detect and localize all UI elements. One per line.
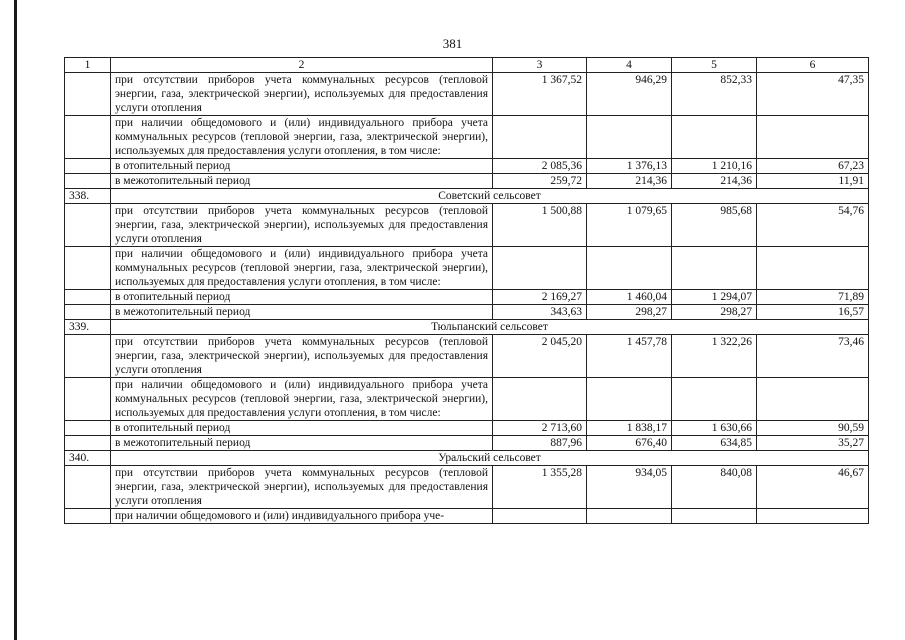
- row-description: при отсутствии приборов учета коммунальных ресурсов (тепловой энергии, газа, электрической энергии), используемых для предоставления услуги отопления: [111, 466, 493, 509]
- section-title: Тюльпанский сельсовет: [111, 320, 869, 335]
- value-cell: 90,59: [757, 421, 869, 436]
- value-cell: 840,08: [672, 466, 757, 509]
- value-cell: 54,76: [757, 204, 869, 247]
- table-row: [65, 466, 869, 509]
- value-cell: [493, 509, 587, 524]
- row-description: при наличии общедомового и (или) индивидуального прибора уче-: [111, 509, 493, 524]
- row-description: при отсутствии приборов учета коммунальных ресурсов (тепловой энергии, газа, электрической энергии), используемых для предоставления услуги отопления: [111, 73, 493, 116]
- value-cell: [672, 116, 757, 159]
- value-cell: 35,27: [757, 436, 869, 451]
- value-cell: 2 169,27: [493, 290, 587, 305]
- value-cell: 16,57: [757, 305, 869, 320]
- value-cell: 1 457,78: [587, 335, 672, 378]
- section-number: 339.: [65, 320, 111, 335]
- row-description: в отопительный период: [111, 159, 493, 174]
- value-cell: [672, 509, 757, 524]
- value-cell: 214,36: [587, 174, 672, 189]
- value-cell: 676,40: [587, 436, 672, 451]
- value-cell: 11,91: [757, 174, 869, 189]
- value-cell: 46,67: [757, 466, 869, 509]
- row-number-cell: [65, 466, 111, 509]
- value-cell: 1 355,28: [493, 466, 587, 509]
- section-title: Уральский сельсовет: [111, 451, 869, 466]
- value-cell: [757, 509, 869, 524]
- row-number-cell: [65, 378, 111, 421]
- section-row: [65, 189, 869, 204]
- value-cell: 259,72: [493, 174, 587, 189]
- table-body: [65, 58, 869, 524]
- column-header: 5: [672, 58, 757, 73]
- value-cell: 67,23: [757, 159, 869, 174]
- value-cell: 2 045,20: [493, 335, 587, 378]
- table-row: [65, 421, 869, 436]
- value-cell: 1 630,66: [672, 421, 757, 436]
- value-cell: 298,27: [672, 305, 757, 320]
- row-number-cell: [65, 436, 111, 451]
- table-row: [65, 305, 869, 320]
- row-description: при наличии общедомового и (или) индивидуального прибора учета коммунальных ресурсов (тепловой энергии, газа, электрической энергии), используемых для предоставления услуги отопления, в том числе:: [111, 378, 493, 421]
- table-row: [65, 509, 869, 524]
- value-cell: 298,27: [587, 305, 672, 320]
- value-cell: 1 079,65: [587, 204, 672, 247]
- value-cell: 1 322,26: [672, 335, 757, 378]
- value-cell: 47,35: [757, 73, 869, 116]
- row-number-cell: [65, 247, 111, 290]
- value-cell: 73,46: [757, 335, 869, 378]
- value-cell: [757, 378, 869, 421]
- column-header: 6: [757, 58, 869, 73]
- column-header: 2: [111, 58, 493, 73]
- value-cell: [757, 116, 869, 159]
- value-cell: [757, 247, 869, 290]
- section-number: 338.: [65, 189, 111, 204]
- value-cell: 1 294,07: [672, 290, 757, 305]
- value-cell: 2 085,36: [493, 159, 587, 174]
- row-number-cell: [65, 174, 111, 189]
- row-description: в отопительный период: [111, 290, 493, 305]
- value-cell: 1 376,13: [587, 159, 672, 174]
- value-cell: [672, 378, 757, 421]
- table-row: [65, 116, 869, 159]
- column-header: 1: [65, 58, 111, 73]
- row-number-cell: [65, 116, 111, 159]
- value-cell: 343,63: [493, 305, 587, 320]
- value-cell: 634,85: [672, 436, 757, 451]
- value-cell: 214,36: [672, 174, 757, 189]
- table-row: [65, 204, 869, 247]
- value-cell: 1 367,52: [493, 73, 587, 116]
- tariff-table: [64, 57, 869, 524]
- row-description: в межотопительный период: [111, 174, 493, 189]
- row-number-cell: [65, 73, 111, 116]
- value-cell: [493, 116, 587, 159]
- row-description: при наличии общедомового и (или) индивидуального прибора учета коммунальных ресурсов (тепловой энергии, газа, электрической энергии), используемых для предоставления услуги отопления, в том числе:: [111, 116, 493, 159]
- table-row: [65, 73, 869, 116]
- value-cell: 887,96: [493, 436, 587, 451]
- row-number-cell: [65, 290, 111, 305]
- value-cell: [587, 509, 672, 524]
- row-number-cell: [65, 335, 111, 378]
- section-row: [65, 320, 869, 335]
- section-title: Советский сельсовет: [111, 189, 869, 204]
- table-row: [65, 174, 869, 189]
- column-header: 3: [493, 58, 587, 73]
- value-cell: 934,05: [587, 466, 672, 509]
- row-description: в межотопительный период: [111, 305, 493, 320]
- row-number-cell: [65, 204, 111, 247]
- value-cell: 1 500,88: [493, 204, 587, 247]
- value-cell: 1 210,16: [672, 159, 757, 174]
- row-description: при наличии общедомового и (или) индивидуального прибора учета коммунальных ресурсов (тепловой энергии, газа, электрической энергии), используемых для предоставления услуги отопления, в том числе:: [111, 247, 493, 290]
- table-row: [65, 335, 869, 378]
- value-cell: 852,33: [672, 73, 757, 116]
- row-number-cell: [65, 159, 111, 174]
- row-number-cell: [65, 421, 111, 436]
- value-cell: 985,68: [672, 204, 757, 247]
- column-header: 4: [587, 58, 672, 73]
- table-row: [65, 159, 869, 174]
- value-cell: [587, 247, 672, 290]
- value-cell: [672, 247, 757, 290]
- value-cell: 1 460,04: [587, 290, 672, 305]
- table-row: [65, 436, 869, 451]
- row-description: при отсутствии приборов учета коммунальных ресурсов (тепловой энергии, газа, электрической энергии), используемых для предоставления услуги отопления: [111, 335, 493, 378]
- scan-edge-mark: [14, 0, 17, 640]
- value-cell: 71,89: [757, 290, 869, 305]
- value-cell: 946,29: [587, 73, 672, 116]
- row-description: в отопительный период: [111, 421, 493, 436]
- value-cell: [493, 378, 587, 421]
- row-description: при отсутствии приборов учета коммунальных ресурсов (тепловой энергии, газа, электрической энергии), используемых для предоставления услуги отопления: [111, 204, 493, 247]
- row-number-cell: [65, 305, 111, 320]
- table-row: [65, 378, 869, 421]
- column-number-row: [65, 58, 869, 73]
- section-row: [65, 451, 869, 466]
- value-cell: [587, 116, 672, 159]
- value-cell: [493, 247, 587, 290]
- table-row: [65, 290, 869, 305]
- value-cell: 1 838,17: [587, 421, 672, 436]
- table-row: [65, 247, 869, 290]
- row-number-cell: [65, 509, 111, 524]
- value-cell: [587, 378, 672, 421]
- value-cell: 2 713,60: [493, 421, 587, 436]
- page-number: 381: [442, 36, 463, 51]
- row-description: в межотопительный период: [111, 436, 493, 451]
- section-number: 340.: [65, 451, 111, 466]
